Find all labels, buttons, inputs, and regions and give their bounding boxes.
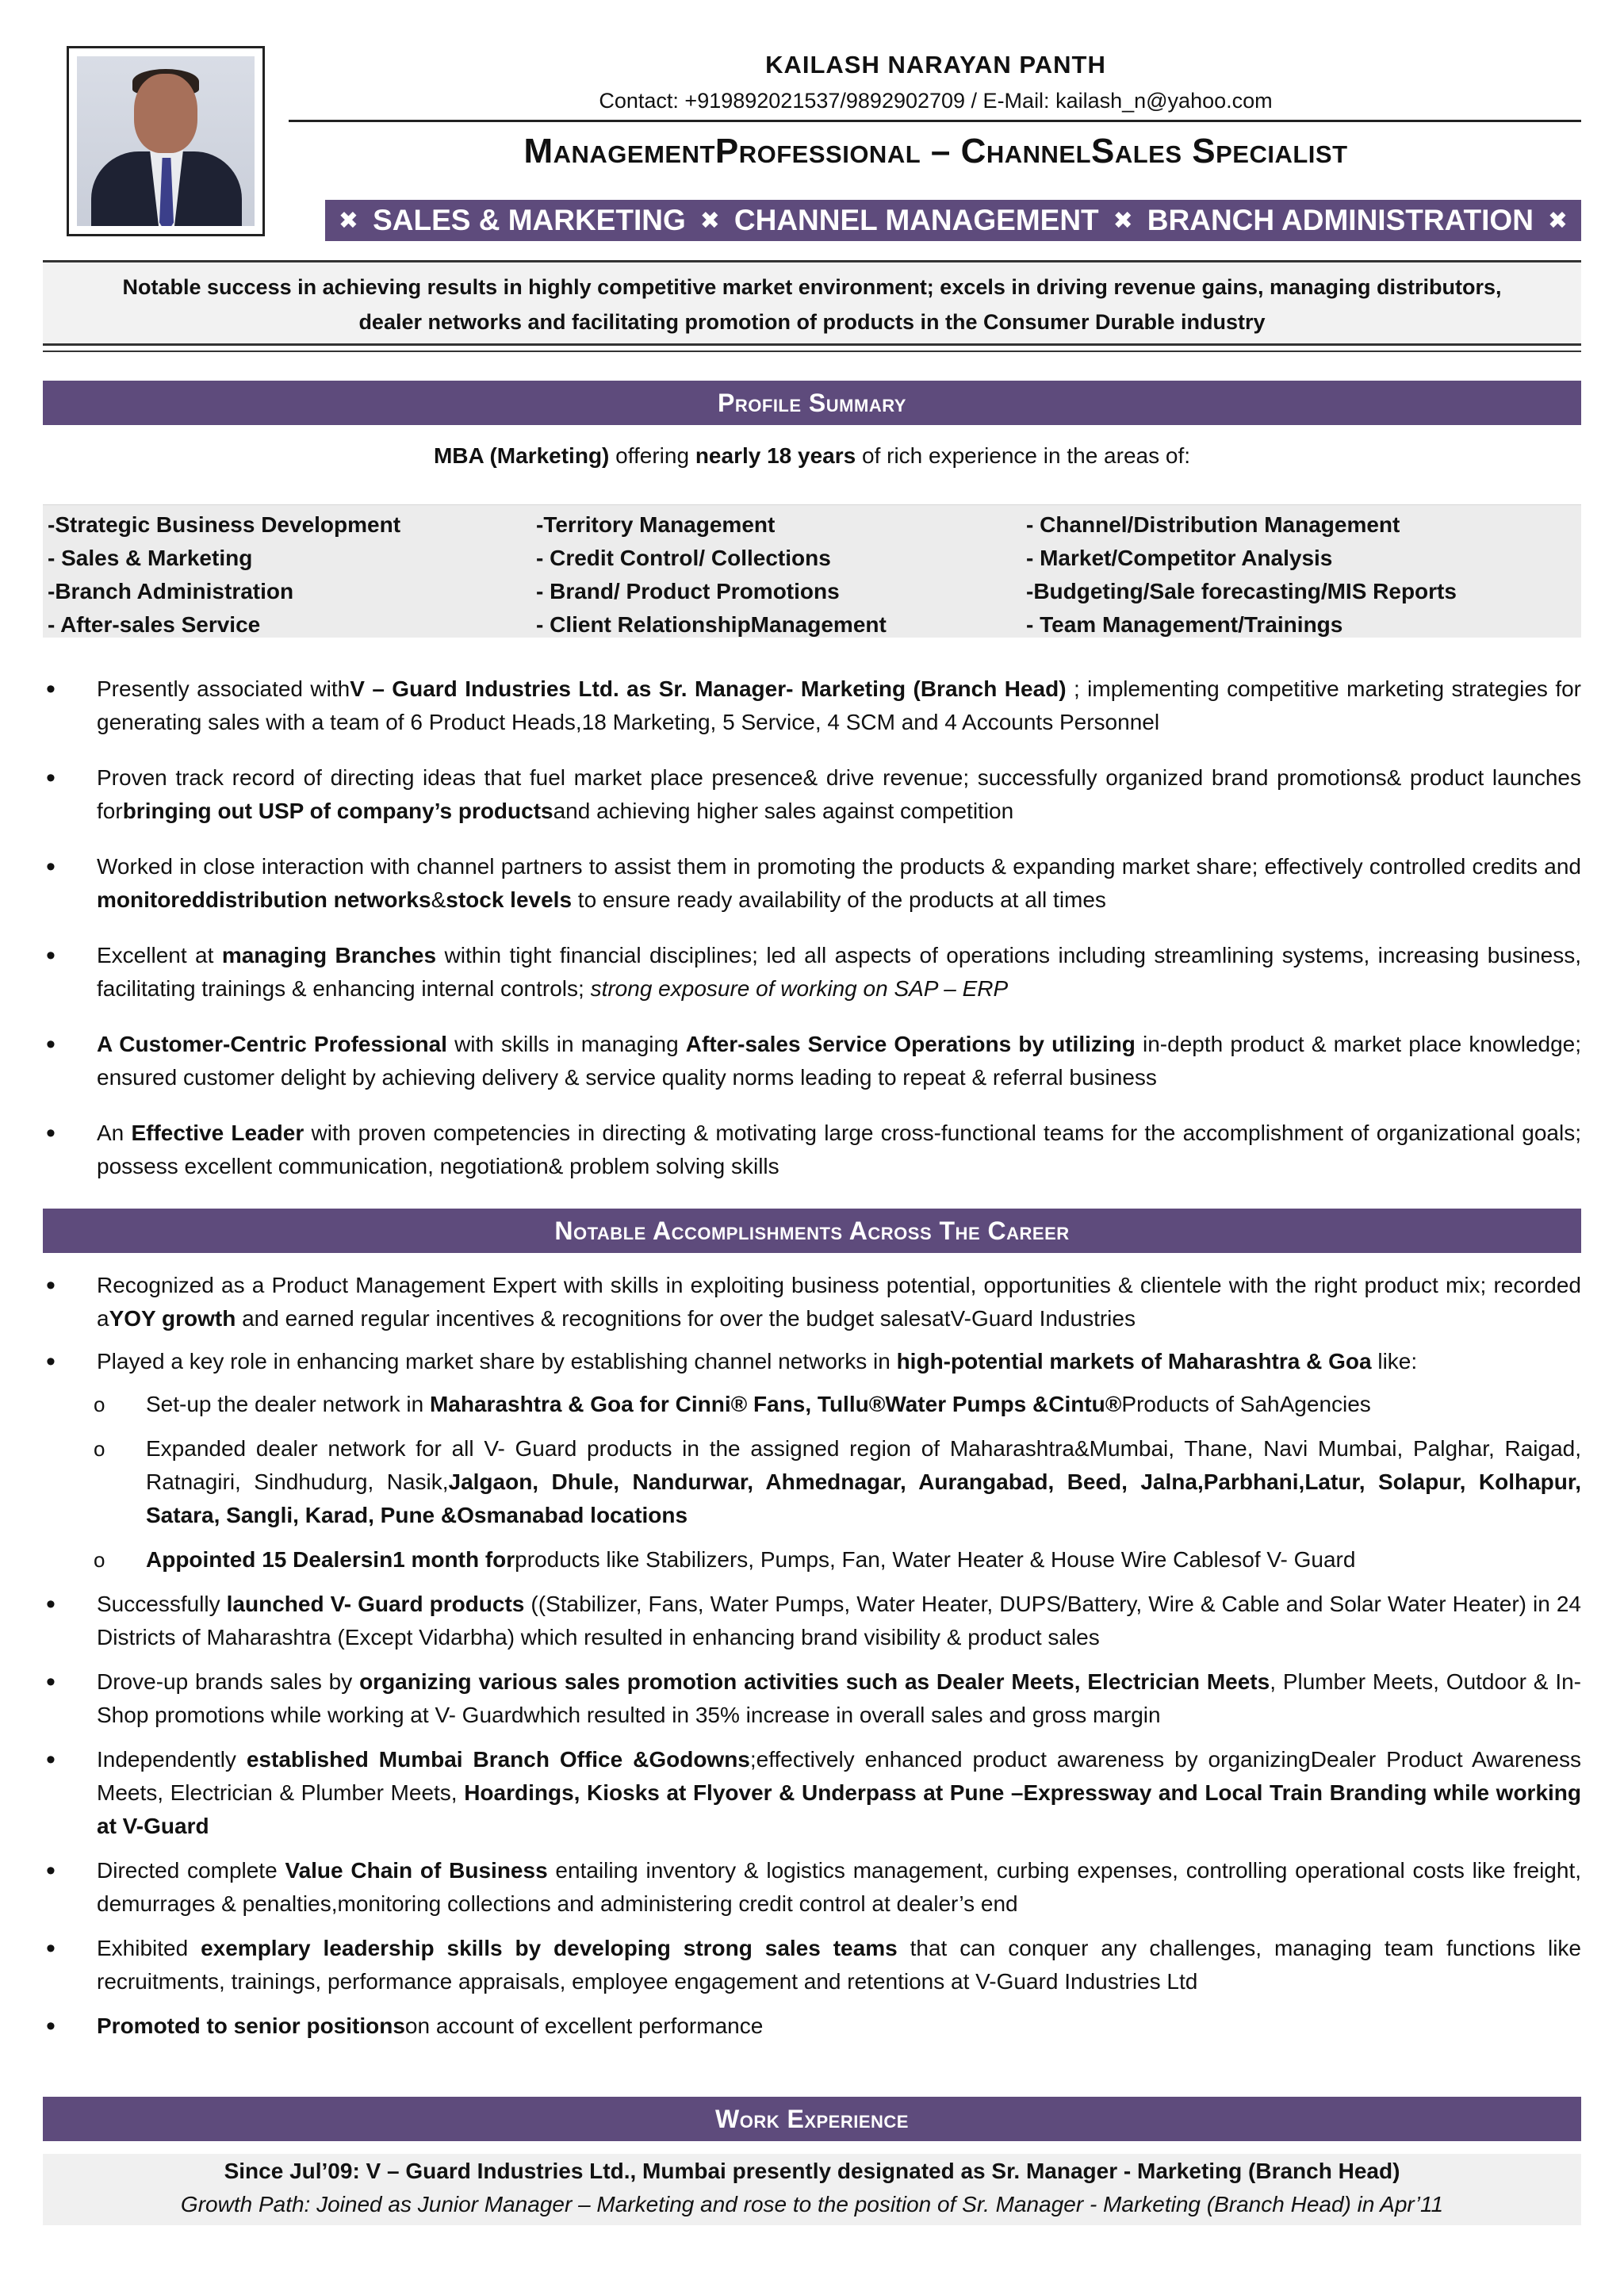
section-header-profile: Profile Summary bbox=[43, 381, 1581, 425]
areas-column: -Strategic Business Development - Sales & Marketing -Branch Administration - After-sales Service bbox=[48, 512, 401, 637]
star-icon: ✖ bbox=[1547, 207, 1568, 234]
summary-line: dealer networks and facilitating promotion of products in the Consumer Durable industry bbox=[358, 310, 1266, 334]
list-item: • Presently associated withV – Guard Industries Ltd. as Sr. Manager- Marketing (Branch Head) ; implementing competitive marketing strategies for generating sales with a team of 6 Product Heads,18 Marketing, 5 Service, 4 SCM and 4 Accounts Personnel bbox=[43, 672, 1581, 739]
header-divider bbox=[289, 120, 1581, 122]
list-item: • An Effective Leader with proven competencies in directing & motivating large cross-functional teams for the accomplishment of organizational goals; possess excellent communication, negotiation& problem solving skills bbox=[43, 1117, 1581, 1183]
list-item: • Worked in close interaction with channel partners to assist them in promoting the products & expanding market share; effectively controlled credits and monitoreddistribution networks&stock levels to ensure ready availability of the products at all times bbox=[43, 850, 1581, 917]
areas-column: -Territory Management - Credit Control/ Collections - Brand/ Product Promotions - Client RelationshipManagement bbox=[536, 512, 887, 637]
summary-line: Notable success in achieving results in highly competitive market environment; excels in driving revenue gains, managing distributors, bbox=[122, 275, 1502, 299]
summary-statement bbox=[44, 270, 1580, 339]
list-item: • Drove-up brands sales by organizing various sales promotion activities such as Dealer Meets, Electrician Meets, Plumber Meets, Outdoor & In-Shop promotions while working at V- Guardwhich resulted in 35% increase in overall sales and gross margin bbox=[43, 1665, 1581, 1732]
sub-list-item: o Expanded dealer network for all V- Guard products in the assigned region of Maharashtra&Mumbai, Thane, Navi Mumbai, Palghar, Raigad, Ratnagiri, Sindhudurg, Nasik,Jalgaon, Dhule, Nandurwar, Ahmednagar, Aurangabad, Beed, Jalna,Parbhani,Latur, Solapur, Kolhapur, Satara, Sangli, Karad, Pune &Osmanabad locations bbox=[43, 1432, 1581, 1532]
star-icon: ✖ bbox=[699, 207, 720, 234]
skill-item: CHANNEL MANAGEMENT bbox=[733, 204, 1099, 236]
list-item: • Recognized as a Product Management Expert with skills in exploiting business potential, opportunities & clientele with the right product mix; recorded aYOY growth and earned regular incentives & recognitions for over the budget salesatV-Guard Industries bbox=[43, 1269, 1581, 1335]
contact-info: Contact: +919892021537/9892902709 / E-Mail: kailash_n@yahoo.com bbox=[599, 89, 1273, 113]
work-current-role: Since Jul’09: V – Guard Industries Ltd., Mumbai presently designated as Sr. Manager - Marketing (Branch Head) bbox=[224, 2159, 1400, 2183]
skill-item: BRANCH ADMINISTRATION bbox=[1147, 204, 1534, 236]
list-item: • Successfully launched V- Guard products ((Stabilizer, Fans, Water Pumps, Water Heater, DUPS/Battery, Wire & Cable and Solar Water Heater) in 24 Districts of Maharashtra (Except Vidarbha) which resulted in enhancing brand visibility & product sales bbox=[43, 1588, 1581, 1654]
list-item: • Played a key role in enhancing market share by establishing channel networks in high-potential markets of Maharashtra & Goa like: bbox=[43, 1345, 1581, 1378]
sub-list-item: o Appointed 15 Dealersin1 month forproducts like Stabilizers, Pumps, Fan, Water Heater & House Wire Cablesof V- Guard bbox=[43, 1543, 1581, 1577]
list-item: • Independently established Mumbai Branch Office &Godowns;effectively enhanced product awareness by organizingDealer Product Awareness Meets, Electrician & Plumber Meets, Hoardings, Kiosks at Flyover & Underpass at Pune –Expressway and Local Train Branding while working at V-Guard bbox=[43, 1743, 1581, 1843]
areas-of-expertise bbox=[43, 504, 1581, 638]
list-item: • A Customer-Centric Professional with skills in managing After-sales Service Operations by utilizing in-depth product & market place knowledge; ensured customer delight by achieving delivery & service quality norms leading to repeat & referral business bbox=[43, 1028, 1581, 1094]
areas-column: - Channel/Distribution Management - Market/Competitor Analysis -Budgeting/Sale forecasting/MIS Reports - Team Management/Trainings bbox=[1026, 512, 1457, 637]
profile-bullets bbox=[43, 672, 1581, 1183]
skill-item: SALES & MARKETING bbox=[373, 204, 686, 236]
star-icon: ✖ bbox=[338, 207, 359, 234]
accomplishment-bullets bbox=[43, 1269, 1581, 2043]
sub-list-item: o Set-up the dealer network in Maharashtra & Goa for Cinni® Fans, Tullu®Water Pumps &Cintu®Products of SahAgencies bbox=[43, 1388, 1581, 1421]
section-header-work: Work Experience bbox=[43, 2097, 1581, 2141]
list-item: • Exhibited exemplary leadership skills by developing strong sales teams that can conquer any challenges, managing team functions like recruitments, trainings, performance appraisals, employee engagement and retentions at V-Guard Industries Ltd bbox=[43, 1932, 1581, 1998]
work-growth-path: Growth Path: Joined as Junior Manager – Marketing and rose to the position of Sr. Manager - Marketing (Branch Head) in Apr’11 bbox=[180, 2192, 1444, 2216]
headline: ManagementProfessional – ChannelSales Specialist bbox=[523, 132, 1348, 170]
divider bbox=[43, 351, 1581, 352]
mba-line: MBA (Marketing) offering nearly 18 years of rich experience in the areas of: bbox=[433, 443, 1191, 468]
list-item: • Directed complete Value Chain of Business entailing inventory & logistics management, curbing expenses, controlling operational costs like freight, demurrages & penalties,monitoring collections and administering credit control at dealer’s end bbox=[43, 1854, 1581, 1921]
profile-photo bbox=[77, 56, 255, 226]
section-header-accomplishments: Notable Accomplishments Across The Career bbox=[43, 1209, 1581, 1253]
candidate-name: KAILASH NARAYAN PANTH bbox=[765, 51, 1106, 79]
list-item: • Promoted to senior positionson account of excellent performance bbox=[43, 2010, 1581, 2043]
list-item: • Excellent at managing Branches within tight financial disciplines; led all aspects of operations including streamlining systems, increasing business, facilitating trainings & enhancing internal controls; strong exposure of working on SAP – ERP bbox=[43, 939, 1581, 1006]
list-item: • Proven track record of directing ideas that fuel market place presence& drive revenue; successfully organized brand promotions& product launches forbringing out USP of company’s productsand achieving higher sales against competition bbox=[43, 761, 1581, 828]
profile-photo-frame bbox=[67, 46, 265, 236]
skills-bar bbox=[325, 200, 1581, 241]
star-icon: ✖ bbox=[1113, 207, 1133, 234]
